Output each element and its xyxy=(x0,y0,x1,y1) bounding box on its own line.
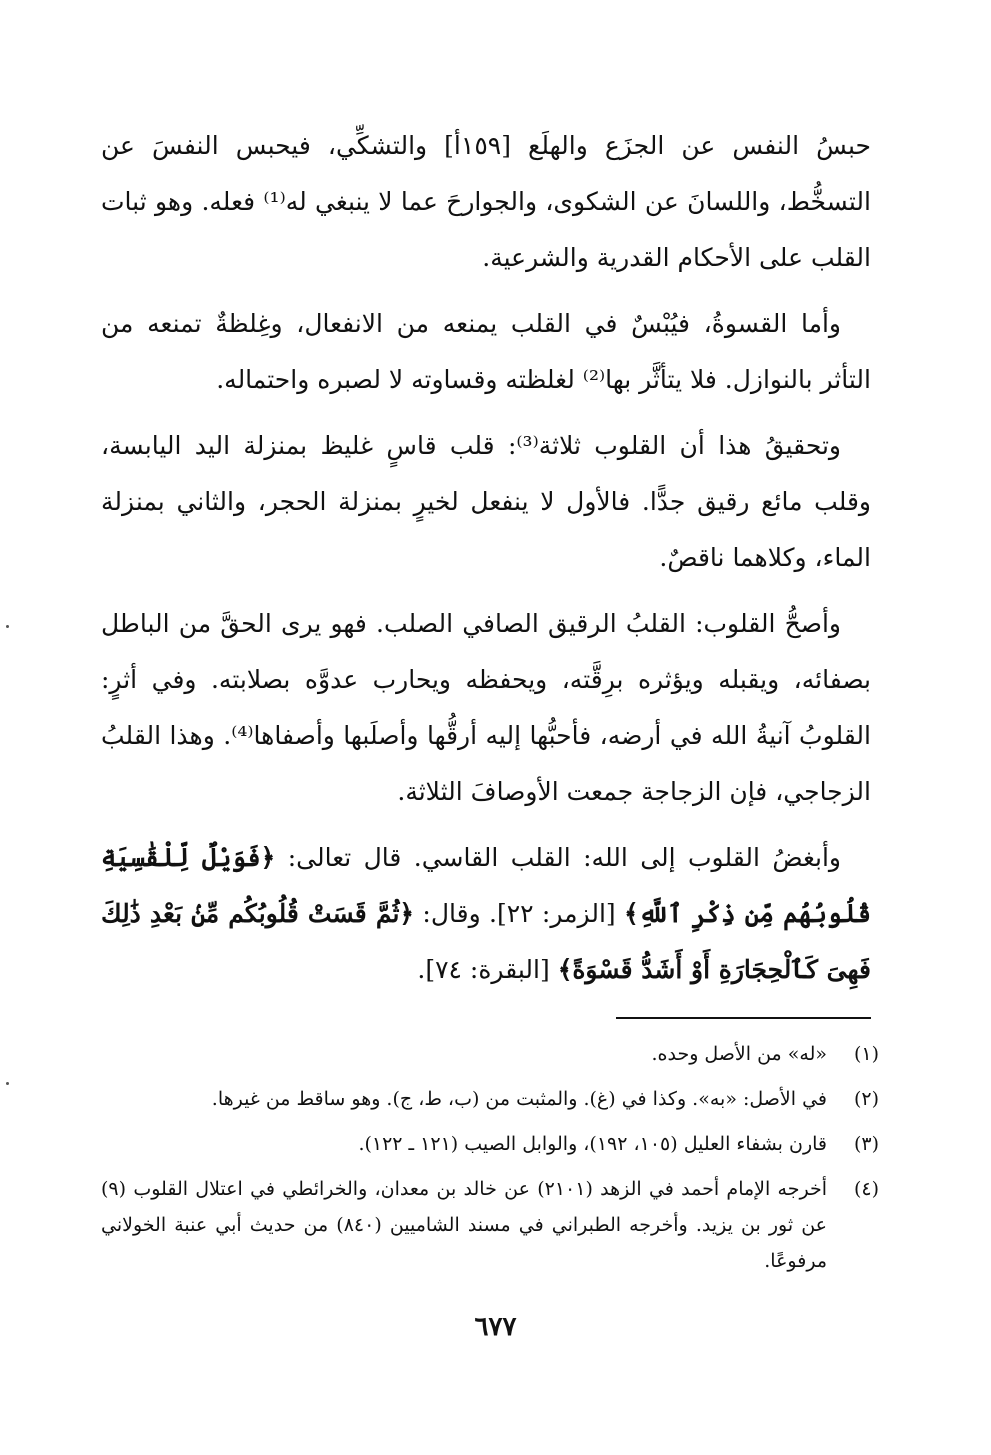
scan-speck xyxy=(6,625,9,628)
paragraph-1: حبسُ النفس عن الجزَع والهلَع [١٥٩أ] والتشكِّي، فيحبس النفسَ عن التسخُّط، واللسانَ عن الشكوى، والجوارحَ عما لا ينبغي له⁽¹⁾ فعله. وهو ثبات القلب على الأحكام القدرية والشرعية. xyxy=(101,131,871,272)
footnote-1 xyxy=(101,1036,879,1072)
footnote-3 xyxy=(101,1126,879,1162)
quran-verse-zumar: ﴿فَوَيْلٌ لِّلْقَٰسِيَةِ قُلُوبُهُم مِّن ذِكْرِ ٱللَّهِ﴾ xyxy=(101,843,872,928)
paragraph-2: وأما القسوةُ، فيُبْسٌ في القلب يمنعه من الانفعال، وغِلظةٌ تمنعه من التأثر بالنوازل. فلا يتأثَّر بها⁽²⁾ لغلظته وقساوته لا لصبره واحتماله. xyxy=(101,309,871,394)
footnote-separator xyxy=(616,1017,871,1019)
footnote-text: «له» من الأصل وحده. xyxy=(651,1043,827,1065)
paragraph-4: وأصحُّ القلوب: القلبُ الرقيق الصافي الصلب. فهو يرى الحقَّ من الباطل بصفائه، ويقبله ويؤثره برِقَّته، ويحفظه ويحارب عدوَّه بصلابته. وفي أثرٍ: القلوبُ آنيةُ الله في أرضه، فأحبُّها إليه أرقُّها وأصلَبها وأصفاها⁽⁴⁾. وهذا القلبُ الزجاجي، فإن الزجاجة جمعت الأوصافَ الثلاثة. xyxy=(101,609,871,806)
paragraph-3: وتحقيقُ هذا أن القلوب ثلاثة⁽³⁾: قلب قاسٍ غليظ بمنزلة اليد اليابسة، وقلب مائع رقيق جدًّا. فالأول لا ينفعل لخيرٍ بمنزلة الحجر، والثاني بمنزلة الماء، وكلاهما ناقصٌ. xyxy=(101,431,871,572)
paragraph-5-text-a: وأبغضُ القلوب إلى الله: القلب القاسي. قال تعالى: xyxy=(275,843,841,872)
footnote-text: في الأصل: «به». وكذا في (غ). والمثبت من (ب، ط، ج). وهو ساقط من غيرها. xyxy=(211,1088,827,1110)
footnote-text: أخرجه الإمام أحمد في الزهد (٢١٠١) عن خالد بن معدان، والخرائطي في اعتلال القلوب (٩) عن ثور بن يزيد. وأخرجه الطبراني في مسند الشاميين (٨٤٠) من حديث أبي عنبة الخولاني مرفوعًا. xyxy=(101,1178,828,1272)
page-number: ٦٧٧ xyxy=(474,1312,517,1342)
footnote-2 xyxy=(101,1081,879,1117)
main-text xyxy=(101,118,871,1008)
footnotes xyxy=(101,1036,879,1288)
footnote-number: (١) xyxy=(853,1043,879,1065)
paragraph-5 xyxy=(101,830,871,998)
footnote-number: (٣) xyxy=(853,1133,879,1155)
reference-zumar: [الزمر: ٢٢]. وقال: xyxy=(414,899,624,928)
footnote-text: قارن بشفاء العليل (١٠٥، ١٩٢)، والوابل الصيب (١٢١ ـ ١٢٢). xyxy=(358,1133,827,1155)
scan-speck xyxy=(6,1082,9,1085)
footnote-4 xyxy=(101,1171,879,1279)
reference-baqarah: [البقرة: ٧٤]. xyxy=(417,955,558,984)
footnote-number: (٤) xyxy=(853,1178,879,1200)
quran-verse-baqarah: ﴿ثُمَّ قَسَتْ قُلُوبُكُم مِّنۢ بَعْدِ ذَٰلِكَ فَهِىَ كَٱلْحِجَارَةِ أَوْ أَشَدُّ قَسْوَةً﴾ xyxy=(101,899,871,984)
footnote-number: (٢) xyxy=(853,1088,879,1110)
